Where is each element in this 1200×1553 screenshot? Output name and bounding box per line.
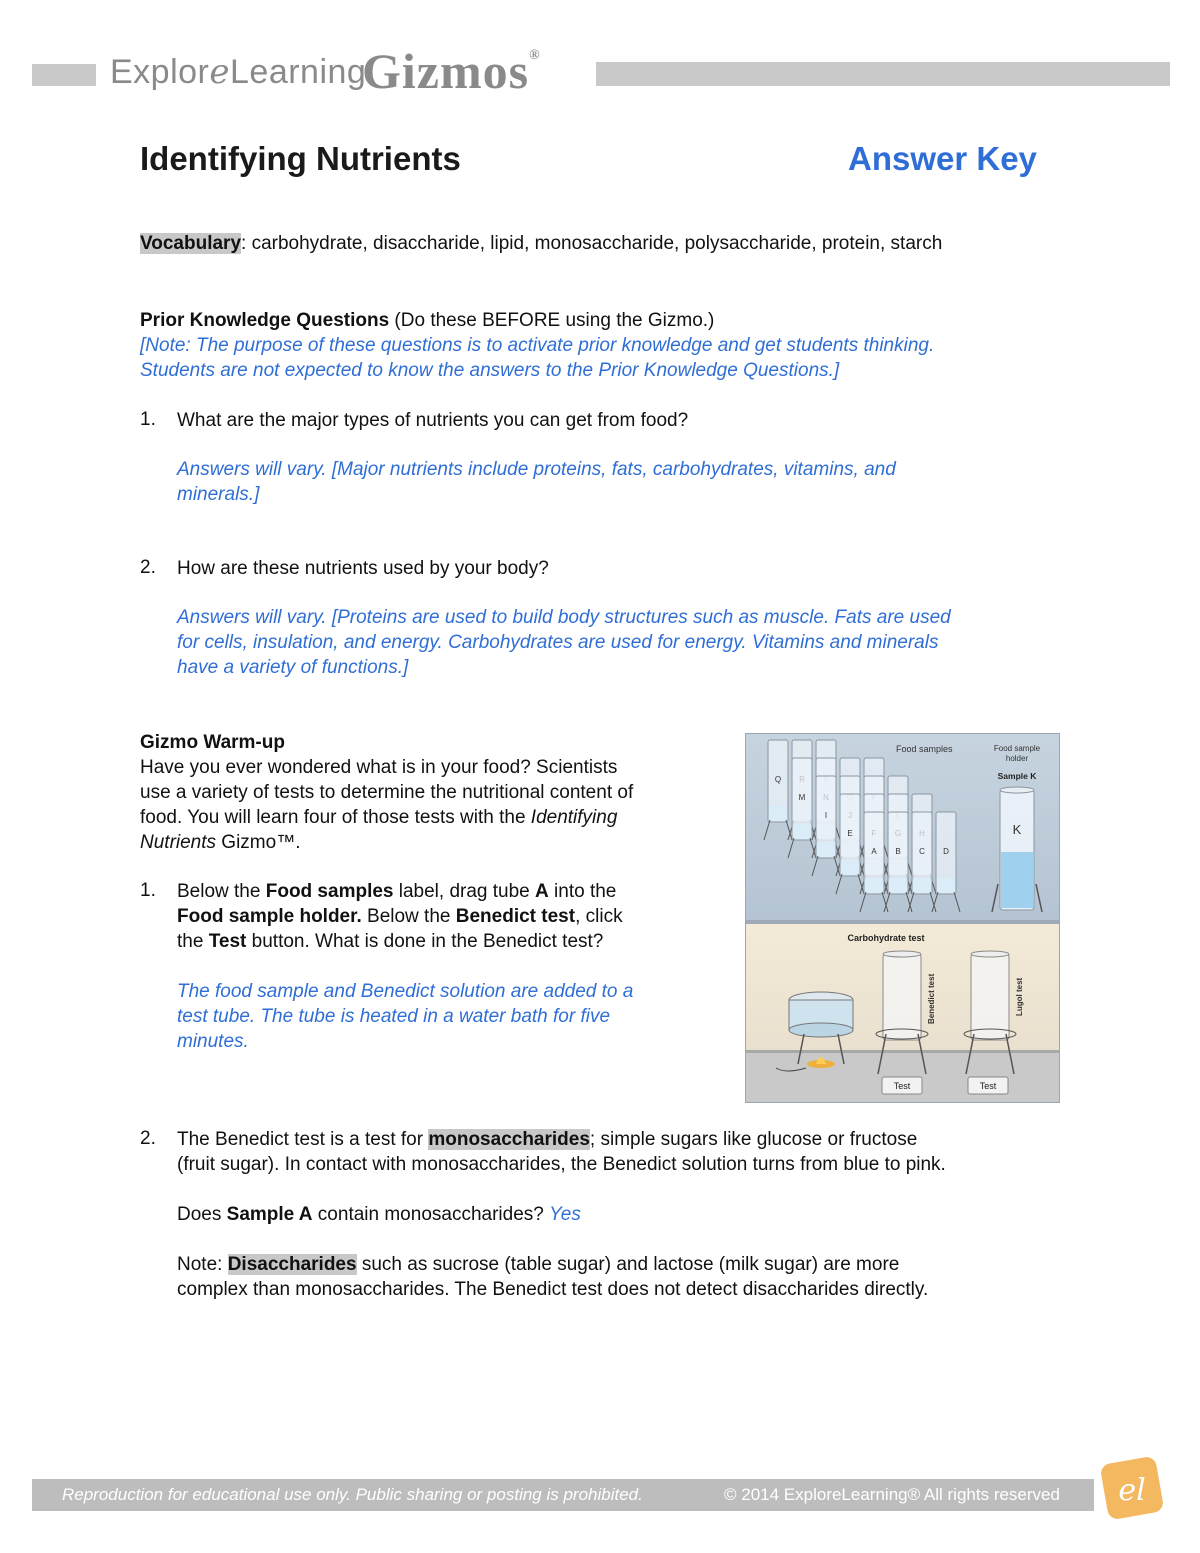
prior-note-line1: [Note: The purpose of these questions is to activate prior knowledge and get students thinking. bbox=[140, 335, 935, 356]
holder-label-line2: holder bbox=[1005, 754, 1029, 763]
question-number: 1. bbox=[140, 409, 156, 430]
warmup-question-2-ask: Does Sample A contain monosaccharides? Yes bbox=[177, 1204, 581, 1225]
warmup-question-2-line1: The Benedict test is a test for monosaccharides; simple sugars like glucose or fructose bbox=[177, 1129, 918, 1150]
vocabulary-terms: : carbohydrate, disaccharide, lipid, monosaccharide, polysaccharide, protein, starch bbox=[241, 233, 943, 254]
warmup-intro-line3: food. You will learn four of those tests with the Identifying bbox=[140, 807, 618, 828]
header-bar-left bbox=[32, 64, 96, 86]
sample-tube-letter: I bbox=[824, 811, 828, 820]
sample-tube-letter: E bbox=[847, 829, 853, 838]
vocabulary-line bbox=[140, 232, 942, 257]
prior-knowledge-heading: Prior Knowledge Questions (Do these BEFORE using the Gizmo.) bbox=[140, 310, 715, 331]
warmup-question-2-line2: (fruit sugar). In contact with monosaccharides, the Benedict solution turns from blue to pink. bbox=[177, 1154, 946, 1175]
benedict-test-label: Benedict test bbox=[927, 973, 936, 1024]
explorelearning-logo-icon bbox=[1096, 1452, 1168, 1524]
prior-note-line2: Students are not expected to know the answers to the Prior Knowledge Questions.] bbox=[140, 360, 840, 381]
question-number: 2. bbox=[140, 557, 156, 578]
warmup-intro-line2: use a variety of tests to determine the nutritional content of bbox=[140, 782, 634, 803]
warmup-intro-line1: Have you ever wondered what is in your food? Scientists bbox=[140, 757, 618, 778]
sample-liquid bbox=[937, 878, 955, 893]
lugol-test-button[interactable] bbox=[968, 1077, 1008, 1094]
warmup-answer-1-line3: minutes. bbox=[177, 1031, 249, 1052]
sample-liquid bbox=[889, 878, 907, 893]
warmup-note-line1: Note: Disaccharides such as sucrose (table sugar) and lactose (milk sugar) are more bbox=[177, 1254, 900, 1275]
sample-liquid bbox=[769, 806, 787, 821]
prior-answer-1-line1: Answers will vary. [Major nutrients include proteins, fats, carbohydrates, vitamins, and bbox=[177, 459, 896, 480]
carbohydrate-test-label: Carbohydrate test bbox=[847, 933, 925, 943]
warmup-note-line2: complex than monosaccharides. The Benedict test does not detect disaccharides directly. bbox=[177, 1279, 929, 1300]
warmup-intro-line4: Nutrients Gizmo™. bbox=[140, 832, 301, 853]
sample-tube-letter: B bbox=[895, 847, 901, 856]
sample-liquid bbox=[817, 842, 835, 857]
sample-liquid bbox=[841, 860, 859, 875]
holder-label-line1: Food sample bbox=[993, 744, 1041, 753]
warmup-answer-1-line2: test tube. The tube is heated in a water bath for five bbox=[177, 1006, 611, 1027]
warmup-answer-1-line1: The food sample and Benedict solution are added to a bbox=[177, 981, 634, 1002]
sample-k-label: Sample K bbox=[997, 771, 1037, 781]
brand-explorelearning: ExploreLearning bbox=[110, 52, 367, 92]
warmup-question-1-line2: Food sample holder. Below the Benedict test, click bbox=[177, 906, 623, 927]
benedict-test-button[interactable] bbox=[882, 1077, 922, 1094]
svg-text:el: el bbox=[1118, 1473, 1146, 1508]
header-bar-right bbox=[596, 62, 1170, 86]
prior-question-2: How are these nutrients used by your body? bbox=[177, 558, 549, 579]
sample-liquid bbox=[913, 878, 931, 893]
prior-answer-2-line3: have a variety of functions.] bbox=[177, 657, 409, 678]
svg-text:Test: Test bbox=[979, 1081, 997, 1091]
footer-reproduction-notice: Reproduction for educational use only. Public sharing or posting is prohibited. bbox=[62, 1485, 643, 1504]
sample-tube-letter: A bbox=[871, 847, 877, 856]
warmup-heading: Gizmo Warm-up bbox=[140, 732, 285, 753]
prior-answer-1-line2: minerals.] bbox=[177, 484, 260, 505]
sample-tube-letter: M bbox=[798, 793, 806, 802]
warmup-answer-2: Yes bbox=[549, 1204, 581, 1225]
sample-liquid bbox=[793, 824, 811, 839]
tube-k-label: K bbox=[1012, 822, 1022, 837]
vocabulary-label: Vocabulary bbox=[140, 233, 242, 254]
sample-liquid bbox=[865, 878, 883, 893]
warmup-question-1-line3: the Test button. What is done in the Benedict test? bbox=[177, 931, 604, 952]
question-number: 1. bbox=[140, 880, 156, 901]
sample-tube-letter: C bbox=[919, 847, 925, 856]
lugol-test-label: Lugol test bbox=[1015, 977, 1024, 1016]
gizmo-screenshot bbox=[745, 733, 1060, 1103]
question-number: 2. bbox=[140, 1128, 156, 1149]
footer-copyright: © 2014 ExploreLearning® All rights reserved bbox=[724, 1485, 1060, 1504]
prior-answer-2-line2: for cells, insulation, and energy. Carbohydrates are used for energy. Vitamins and minerals bbox=[177, 632, 939, 653]
page-title: Identifying Nutrients bbox=[140, 140, 461, 177]
sample-tube-letter: Q bbox=[774, 775, 782, 784]
brand-gizmos: Gizmos® bbox=[362, 43, 541, 99]
svg-text:Test: Test bbox=[893, 1081, 911, 1091]
prior-question-1: What are the major types of nutrients you can get from food? bbox=[177, 410, 689, 431]
prior-answer-2-line1: Answers will vary. [Proteins are used to build body structures such as muscle. Fats are used bbox=[177, 607, 951, 628]
sample-tube-letter: D bbox=[943, 847, 949, 856]
food-samples-label: Food samples bbox=[896, 744, 953, 754]
answer-key-label: Answer Key bbox=[848, 140, 1037, 177]
warmup-question-1-line1: Below the Food samples label, drag tube A into the bbox=[177, 881, 617, 902]
